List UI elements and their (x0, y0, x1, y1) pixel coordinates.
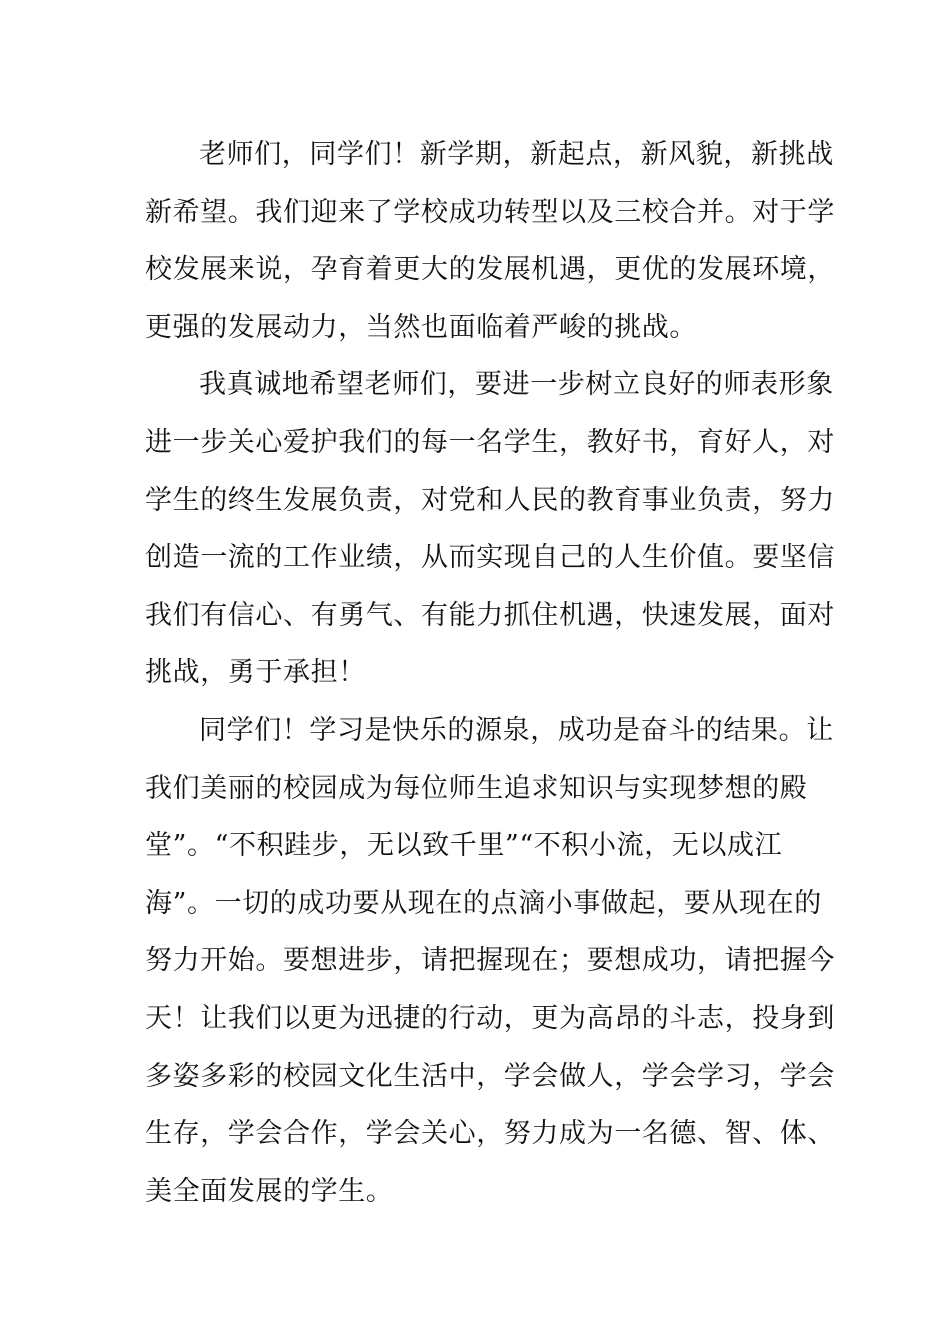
paragraph-1-line-2: 新希望。我们迎来了学校成功转型以及三校合并。对于学 (145, 196, 835, 228)
paragraph-3-line-9: 美全面发展的学生。 (145, 1175, 394, 1207)
speech-body-text (145, 126, 835, 1220)
paragraph-1-line-1: 老师们，同学们！新学期，新起点，新风貌，新挑战 (199, 139, 834, 170)
paragraph-3-line-7: 多姿多彩的校园文化生活中，学会做人，学会学习，学会 (145, 1060, 835, 1092)
paragraph-2-line-5: 我们有信心、有勇气、有能力抓住机遇，快速发展，面对 (145, 599, 835, 631)
paragraph-3-line-2: 我们美丽的校园成为每位师生追求知识与实现梦想的殿 (145, 772, 808, 804)
paragraph-2-line-4: 创造一流的工作业绩，从而实现自己的人生价值。要坚信 (145, 542, 835, 574)
paragraph-3-line-3: 堂”。“不积跬步，无以致千里”“不积小流，无以成江 (145, 830, 783, 862)
paragraph-3-line-6: 天！让我们以更为迅捷的行动，更为高昂的斗志，投身到 (145, 1002, 835, 1034)
paragraph-3-line-8: 生存，学会合作，学会关心，努力成为一名德、智、体、 (145, 1118, 835, 1150)
paragraph-3-line-5: 努力开始。要想进步，请把握现在；要想成功，请把握今 (145, 945, 835, 977)
paragraph-3-line-1: 同学们！学习是快乐的源泉，成功是奋斗的结果。让 (199, 714, 834, 746)
paragraph-2-line-3: 学生的终生发展负责，对党和人民的教育事业负责，努力 (145, 484, 835, 516)
paragraph-3-line-4: 海”。一切的成功要从现在的点滴小事做起，要从现在的 (145, 887, 822, 919)
paragraph-1-line-3: 校发展来说，孕育着更大的发展机遇，更优的发展环境， (145, 254, 835, 286)
paragraph-2-line-6: 挑战，勇于承担！ (145, 657, 366, 689)
paragraph-2-line-1: 我真诚地希望老师们，要进一步树立良好的师表形象 (199, 369, 834, 401)
paragraph-2-line-2: 进一步关心爱护我们的每一名学生，教好书，育好人，对 (145, 426, 835, 458)
paragraph-1-line-4: 更强的发展动力，当然也面临着严峻的挑战。 (145, 311, 697, 343)
